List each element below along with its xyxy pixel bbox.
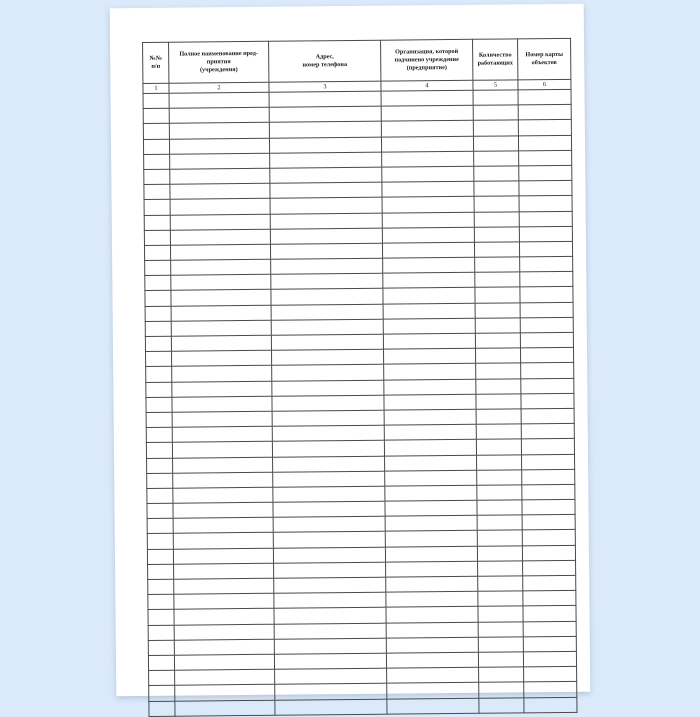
table-cell[interactable] (144, 215, 170, 230)
table-cell[interactable] (474, 151, 519, 167)
table-cell[interactable] (383, 303, 475, 319)
table-cell[interactable] (145, 306, 171, 321)
table-cell[interactable] (269, 137, 381, 153)
table-cell[interactable] (174, 639, 274, 655)
table-cell[interactable] (171, 335, 271, 351)
table-cell[interactable] (269, 91, 381, 107)
table-cell[interactable] (146, 382, 172, 397)
table-cell[interactable] (269, 122, 381, 138)
table-cell[interactable] (145, 336, 171, 351)
table-cell[interactable] (174, 563, 274, 579)
table-cell[interactable] (381, 136, 473, 152)
header-text: работающих (477, 59, 513, 67)
table-cell[interactable] (387, 698, 479, 714)
header-text: приятия (206, 58, 231, 66)
table-cell[interactable] (386, 576, 478, 592)
table-cell[interactable] (271, 258, 383, 274)
table-cell[interactable] (175, 685, 275, 701)
table-cell[interactable] (520, 256, 573, 272)
table-cell[interactable] (479, 682, 524, 698)
table-cell[interactable] (521, 423, 574, 439)
table-cell[interactable] (143, 124, 169, 139)
table-cell[interactable] (170, 199, 270, 215)
table-cell[interactable] (521, 393, 574, 409)
header-text: (предприятие) (406, 64, 447, 72)
table-cell[interactable] (518, 135, 571, 151)
table-cell[interactable] (474, 196, 519, 212)
table-cell[interactable] (143, 139, 169, 154)
table-cell[interactable] (519, 150, 572, 166)
table-cell[interactable] (522, 530, 575, 546)
table-cell[interactable] (475, 272, 520, 288)
table-cell[interactable] (382, 242, 474, 258)
table-cell[interactable] (382, 181, 474, 197)
table-cell[interactable] (270, 213, 382, 229)
table-cell[interactable] (477, 530, 522, 546)
column-number: 4 (381, 80, 473, 91)
table-cell[interactable] (270, 152, 382, 168)
table-cell[interactable] (274, 653, 386, 669)
table-cell[interactable] (473, 90, 518, 106)
table-cell[interactable] (273, 547, 385, 563)
table-cell[interactable] (384, 394, 476, 410)
document-page (110, 4, 591, 697)
table-cell[interactable] (477, 470, 522, 486)
table-cell[interactable] (145, 275, 171, 290)
table-cell[interactable] (478, 561, 523, 577)
table-cell[interactable] (173, 533, 273, 549)
table-cell[interactable] (174, 624, 274, 640)
table-cell[interactable] (148, 564, 174, 579)
table-cell[interactable] (171, 290, 271, 306)
table-cell[interactable] (272, 380, 384, 396)
table-cell[interactable] (146, 397, 172, 412)
table-cell[interactable] (172, 396, 272, 412)
table-cell[interactable] (148, 579, 174, 594)
table-cell[interactable] (524, 697, 577, 713)
table-cell[interactable] (386, 607, 478, 623)
table-cell[interactable] (271, 289, 383, 305)
table-cell[interactable] (384, 424, 476, 440)
table-cell[interactable] (383, 318, 475, 334)
header-cell-address (269, 40, 381, 82)
table-cell[interactable] (475, 333, 520, 349)
register-table (142, 38, 577, 717)
table-cell[interactable] (271, 319, 383, 335)
table-cell[interactable] (145, 260, 171, 275)
table-cell[interactable] (523, 651, 576, 667)
table-cell[interactable] (274, 623, 386, 639)
table-cell[interactable] (385, 485, 477, 501)
table-cell[interactable] (174, 578, 274, 594)
table-cell[interactable] (274, 562, 386, 578)
table-cell[interactable] (385, 500, 477, 516)
table-cell[interactable] (386, 652, 478, 668)
table-cell[interactable] (477, 454, 522, 470)
table-cell[interactable] (522, 499, 575, 515)
table-cell[interactable] (519, 165, 572, 181)
table-cell[interactable] (519, 241, 572, 257)
table-cell[interactable] (143, 108, 169, 123)
header-text: Номер карты (525, 50, 563, 59)
table-cell[interactable] (169, 107, 269, 123)
table-cell[interactable] (386, 622, 478, 638)
table-cell[interactable] (147, 549, 173, 564)
table-cell[interactable] (475, 287, 520, 303)
table-cell[interactable] (523, 591, 576, 607)
table-cell[interactable] (387, 667, 479, 683)
table-cell[interactable] (275, 668, 387, 684)
table-cell[interactable] (383, 273, 475, 289)
table-cell[interactable] (274, 592, 386, 608)
header-text: Полное наименование пред- (179, 49, 259, 58)
table-cell[interactable] (146, 351, 172, 366)
table-cell[interactable] (475, 318, 520, 334)
table-cell[interactable] (148, 594, 174, 609)
table-cell[interactable] (147, 534, 173, 549)
table-cell[interactable] (171, 275, 271, 291)
table-cell[interactable] (523, 560, 576, 576)
table-cell[interactable] (171, 259, 271, 275)
table-cell[interactable] (274, 638, 386, 654)
table-cell[interactable] (274, 577, 386, 593)
table-cell[interactable] (475, 348, 520, 364)
table-cell[interactable] (273, 471, 385, 487)
table-cell[interactable] (521, 378, 574, 394)
table-cell[interactable] (174, 609, 274, 625)
table-cell[interactable] (520, 302, 573, 318)
table-cell[interactable] (147, 473, 173, 488)
header-cell-name (169, 41, 269, 83)
table-cell[interactable] (175, 669, 275, 685)
header-cell-card-number (518, 38, 571, 80)
table-cell[interactable] (172, 411, 272, 427)
table-cell[interactable] (272, 440, 384, 456)
table-cell[interactable] (172, 442, 272, 458)
table-cell[interactable] (146, 427, 172, 442)
table-cell[interactable] (269, 106, 381, 122)
table-cell[interactable] (381, 90, 473, 106)
table-cell[interactable] (173, 517, 273, 533)
table-cell[interactable] (475, 257, 520, 273)
table-container (142, 38, 563, 717)
header-text: Организация, которой (395, 47, 459, 56)
table-cell[interactable] (518, 105, 571, 121)
table-cell[interactable] (144, 184, 170, 199)
table-cell[interactable] (384, 440, 476, 456)
table-cell[interactable] (520, 287, 573, 303)
table-cell[interactable] (520, 332, 573, 348)
table-cell[interactable] (476, 409, 521, 425)
table-cell[interactable] (144, 154, 170, 169)
table-cell[interactable] (474, 227, 519, 243)
table-cell[interactable] (148, 610, 174, 625)
table-cell[interactable] (382, 151, 474, 167)
table-cell[interactable] (170, 183, 270, 199)
table-cell[interactable] (147, 488, 173, 503)
table-cell[interactable] (474, 166, 519, 182)
table-cell[interactable] (271, 304, 383, 320)
table-cell[interactable] (476, 439, 521, 455)
table-cell[interactable] (474, 211, 519, 227)
table-cell[interactable] (144, 245, 170, 260)
table-cell[interactable] (384, 364, 476, 380)
table-cell[interactable] (478, 621, 523, 637)
table-cell[interactable] (385, 516, 477, 532)
table-cell[interactable] (385, 546, 477, 562)
table-cell[interactable] (522, 545, 575, 561)
table-cell[interactable] (386, 561, 478, 577)
table-cell[interactable] (149, 686, 175, 701)
column-number: 1 (143, 83, 169, 93)
table-cell[interactable] (171, 320, 271, 336)
table-cell[interactable] (271, 334, 383, 350)
table-cell[interactable] (473, 135, 518, 151)
table-cell[interactable] (386, 591, 478, 607)
table-cell[interactable] (272, 395, 384, 411)
header-cell-employee-count (473, 39, 518, 80)
table-header (143, 38, 571, 83)
table-cell[interactable] (474, 242, 519, 258)
table-cell[interactable] (523, 621, 576, 637)
table-cell[interactable] (383, 348, 475, 364)
header-text: Адрес, (315, 52, 334, 61)
table-cell[interactable] (145, 321, 171, 336)
table-cell[interactable] (384, 379, 476, 395)
table-cell[interactable] (272, 410, 384, 426)
table-cell[interactable] (146, 412, 172, 427)
table-cell[interactable] (522, 454, 575, 470)
table-cell[interactable] (146, 443, 172, 458)
table-cell[interactable] (271, 273, 383, 289)
table-cell[interactable] (275, 699, 387, 715)
table-cell[interactable] (273, 486, 385, 502)
table-cell[interactable] (387, 683, 479, 699)
header-text: Количество (478, 51, 512, 59)
header-text: п/п (151, 62, 161, 70)
table-cell[interactable] (383, 288, 475, 304)
header-row (143, 38, 571, 83)
table-cell[interactable] (149, 670, 175, 685)
table-cell[interactable] (273, 532, 385, 548)
table-cell[interactable] (477, 545, 522, 561)
table-cell[interactable] (382, 197, 474, 213)
table-cell[interactable] (522, 469, 575, 485)
table-cell[interactable] (520, 348, 573, 364)
table-cell[interactable] (524, 666, 577, 682)
table-cell[interactable] (384, 409, 476, 425)
table-cell[interactable] (382, 166, 474, 182)
table-cell[interactable] (476, 424, 521, 440)
table-cell[interactable] (275, 683, 387, 699)
table-cell[interactable] (521, 439, 574, 455)
header-text: №№ (149, 54, 162, 62)
table-cell[interactable] (478, 637, 523, 653)
table-cell[interactable] (148, 655, 174, 670)
table-cell[interactable] (147, 518, 173, 533)
table-cell[interactable] (476, 378, 521, 394)
table-cell[interactable] (273, 516, 385, 532)
column-number: 3 (269, 81, 381, 92)
table-cell[interactable] (521, 408, 574, 424)
table-cell[interactable] (172, 381, 272, 397)
table-cell[interactable] (144, 230, 170, 245)
table-cell[interactable] (477, 485, 522, 501)
header-text: подчинено учреждение (394, 55, 459, 64)
table-cell[interactable] (381, 105, 473, 121)
table-cell[interactable] (173, 457, 273, 473)
table-cell[interactable] (385, 470, 477, 486)
column-number: 5 (473, 80, 518, 90)
table-cell[interactable] (479, 667, 524, 683)
table-cell[interactable] (519, 226, 572, 242)
table-cell[interactable] (173, 502, 273, 518)
table-cell[interactable] (270, 197, 382, 213)
header-cell-parent-org (381, 39, 473, 81)
table-cell[interactable] (478, 576, 523, 592)
table-cell[interactable] (270, 228, 382, 244)
column-number: 6 (518, 79, 571, 90)
table-cell[interactable] (520, 272, 573, 288)
table-cell[interactable] (170, 168, 270, 184)
table-cell[interactable] (475, 302, 520, 318)
table-cell[interactable] (474, 181, 519, 197)
table-cell[interactable] (144, 200, 170, 215)
table-cell[interactable] (174, 593, 274, 609)
table-cell[interactable] (174, 654, 274, 670)
table-cell[interactable] (272, 365, 384, 381)
table-cell[interactable] (169, 123, 269, 139)
table-cell[interactable] (172, 426, 272, 442)
table-cell[interactable] (523, 636, 576, 652)
table-cell[interactable] (478, 606, 523, 622)
table-cell[interactable] (171, 305, 271, 321)
table-cell[interactable] (522, 515, 575, 531)
table-cell[interactable] (519, 211, 572, 227)
header-cell-number (143, 42, 169, 83)
table-cell[interactable] (476, 363, 521, 379)
table-cell[interactable] (383, 257, 475, 273)
table-cell[interactable] (149, 701, 175, 716)
table-cell[interactable] (173, 487, 273, 503)
table-cell[interactable] (273, 456, 385, 472)
table-cell[interactable] (270, 243, 382, 259)
table-cell[interactable] (170, 244, 270, 260)
table-cell[interactable] (274, 608, 386, 624)
column-number: 2 (169, 82, 269, 93)
table-cell[interactable] (476, 394, 521, 410)
table-cell[interactable] (385, 531, 477, 547)
table-cell[interactable] (273, 501, 385, 517)
table-cell[interactable] (473, 120, 518, 136)
table-cell[interactable] (523, 606, 576, 622)
table-cell[interactable] (523, 575, 576, 591)
table-cell[interactable] (148, 640, 174, 655)
table-cell[interactable] (148, 625, 174, 640)
table-cell[interactable] (270, 182, 382, 198)
table-cell[interactable] (146, 367, 172, 382)
table-cell[interactable] (381, 121, 473, 137)
table-cell[interactable] (147, 458, 173, 473)
table-cell[interactable] (173, 472, 273, 488)
table-cell[interactable] (478, 652, 523, 668)
table-cell[interactable] (382, 212, 474, 228)
table-cell[interactable] (522, 484, 575, 500)
table-cell[interactable] (524, 682, 577, 698)
table-cell[interactable] (519, 180, 572, 196)
table-cell[interactable] (145, 291, 171, 306)
table-cell[interactable] (518, 120, 571, 136)
table-cell[interactable] (521, 363, 574, 379)
table-cell[interactable] (272, 349, 384, 365)
table-cell[interactable] (477, 500, 522, 516)
table-cell[interactable] (382, 227, 474, 243)
table-cell[interactable] (170, 153, 270, 169)
table-cell[interactable] (169, 138, 269, 154)
table-cell[interactable] (473, 105, 518, 121)
table-cell[interactable] (172, 350, 272, 366)
table-cell[interactable] (144, 169, 170, 184)
table-cell[interactable] (270, 167, 382, 183)
table-cell[interactable] (172, 366, 272, 382)
table-cell[interactable] (147, 503, 173, 518)
table-cell[interactable] (520, 317, 573, 333)
table-cell[interactable] (175, 700, 275, 716)
table-cell[interactable] (272, 425, 384, 441)
table-cell[interactable] (170, 214, 270, 230)
table-cell[interactable] (173, 548, 273, 564)
table-cell[interactable] (143, 93, 169, 108)
table-cell[interactable] (170, 229, 270, 245)
table-body (143, 79, 577, 716)
table-cell[interactable] (385, 455, 477, 471)
header-text: номер телефона (302, 61, 348, 69)
table-cell[interactable] (383, 333, 475, 349)
table-cell[interactable] (477, 515, 522, 531)
table-cell[interactable] (478, 591, 523, 607)
table-cell[interactable] (518, 89, 571, 105)
table-cell[interactable] (519, 196, 572, 212)
table-cell[interactable] (169, 92, 269, 108)
table-cell[interactable] (386, 637, 478, 653)
header-text: объектов (531, 59, 557, 67)
header-text: (учреждения) (199, 66, 238, 74)
